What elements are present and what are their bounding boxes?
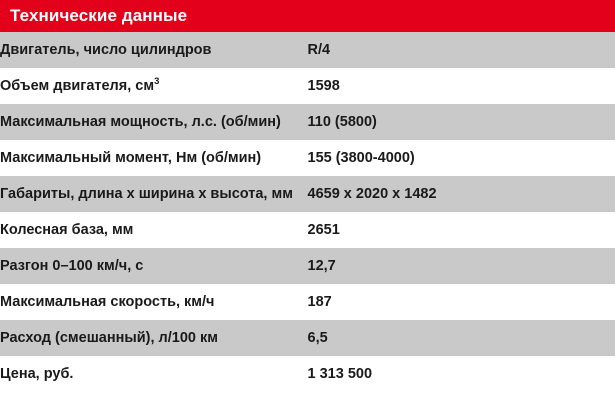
spec-label — [0, 356, 308, 392]
spec-label-text: Разгон 0–100 км/ч, с — [0, 258, 144, 274]
spec-value: 110 (5800) — [308, 104, 615, 140]
spec-value: 1 313 500 — [308, 356, 615, 392]
table-row — [0, 176, 615, 212]
spec-label-text: Колесная база, мм — [0, 222, 134, 238]
spec-label-text: Цена, руб. — [0, 366, 74, 382]
table-row — [0, 104, 615, 140]
spec-label-text: Объем двигателя, см — [0, 78, 155, 94]
spec-label — [0, 176, 308, 212]
table-row — [0, 212, 615, 248]
spec-label — [0, 284, 308, 320]
spec-value: 6,5 — [308, 320, 615, 356]
spec-label — [0, 320, 308, 356]
spec-value: 2651 — [308, 212, 615, 248]
spec-label-text: Двигатель, число цилиндров — [0, 42, 212, 58]
spec-label — [0, 212, 308, 248]
spec-value: 1598 — [308, 68, 615, 104]
spec-label — [0, 32, 308, 68]
table-row — [0, 32, 615, 68]
table-row — [0, 248, 615, 284]
spec-value: R/4 — [308, 32, 615, 68]
table-header-row — [0, 0, 615, 32]
table-row — [0, 140, 615, 176]
spec-label — [0, 248, 308, 284]
table-row — [0, 284, 615, 320]
spec-label-text: Максимальный момент, Нм (об/мин) — [0, 150, 262, 166]
spec-label-text: Максимальная мощность, л.с. (об/мин) — [0, 114, 281, 130]
spec-label — [0, 104, 308, 140]
spec-value: 12,7 — [308, 248, 615, 284]
spec-label-text: Расход (смешанный), л/100 км — [0, 330, 218, 346]
table-title: Технические данные — [0, 0, 615, 32]
table-row — [0, 320, 615, 356]
spec-label-text: Максимальная скорость, км/ч — [0, 294, 215, 310]
spec-label-text: Габариты, длина х ширина х высота, мм — [0, 186, 293, 202]
spec-value: 187 — [308, 284, 615, 320]
spec-value: 4659 х 2020 х 1482 — [308, 176, 615, 212]
spec-value: 155 (3800-4000) — [308, 140, 615, 176]
spec-label — [0, 68, 308, 104]
table-body — [0, 32, 615, 392]
table-row — [0, 356, 615, 392]
spec-label — [0, 140, 308, 176]
spec-label-superscript: 3 — [154, 76, 160, 88]
table-row — [0, 68, 615, 104]
